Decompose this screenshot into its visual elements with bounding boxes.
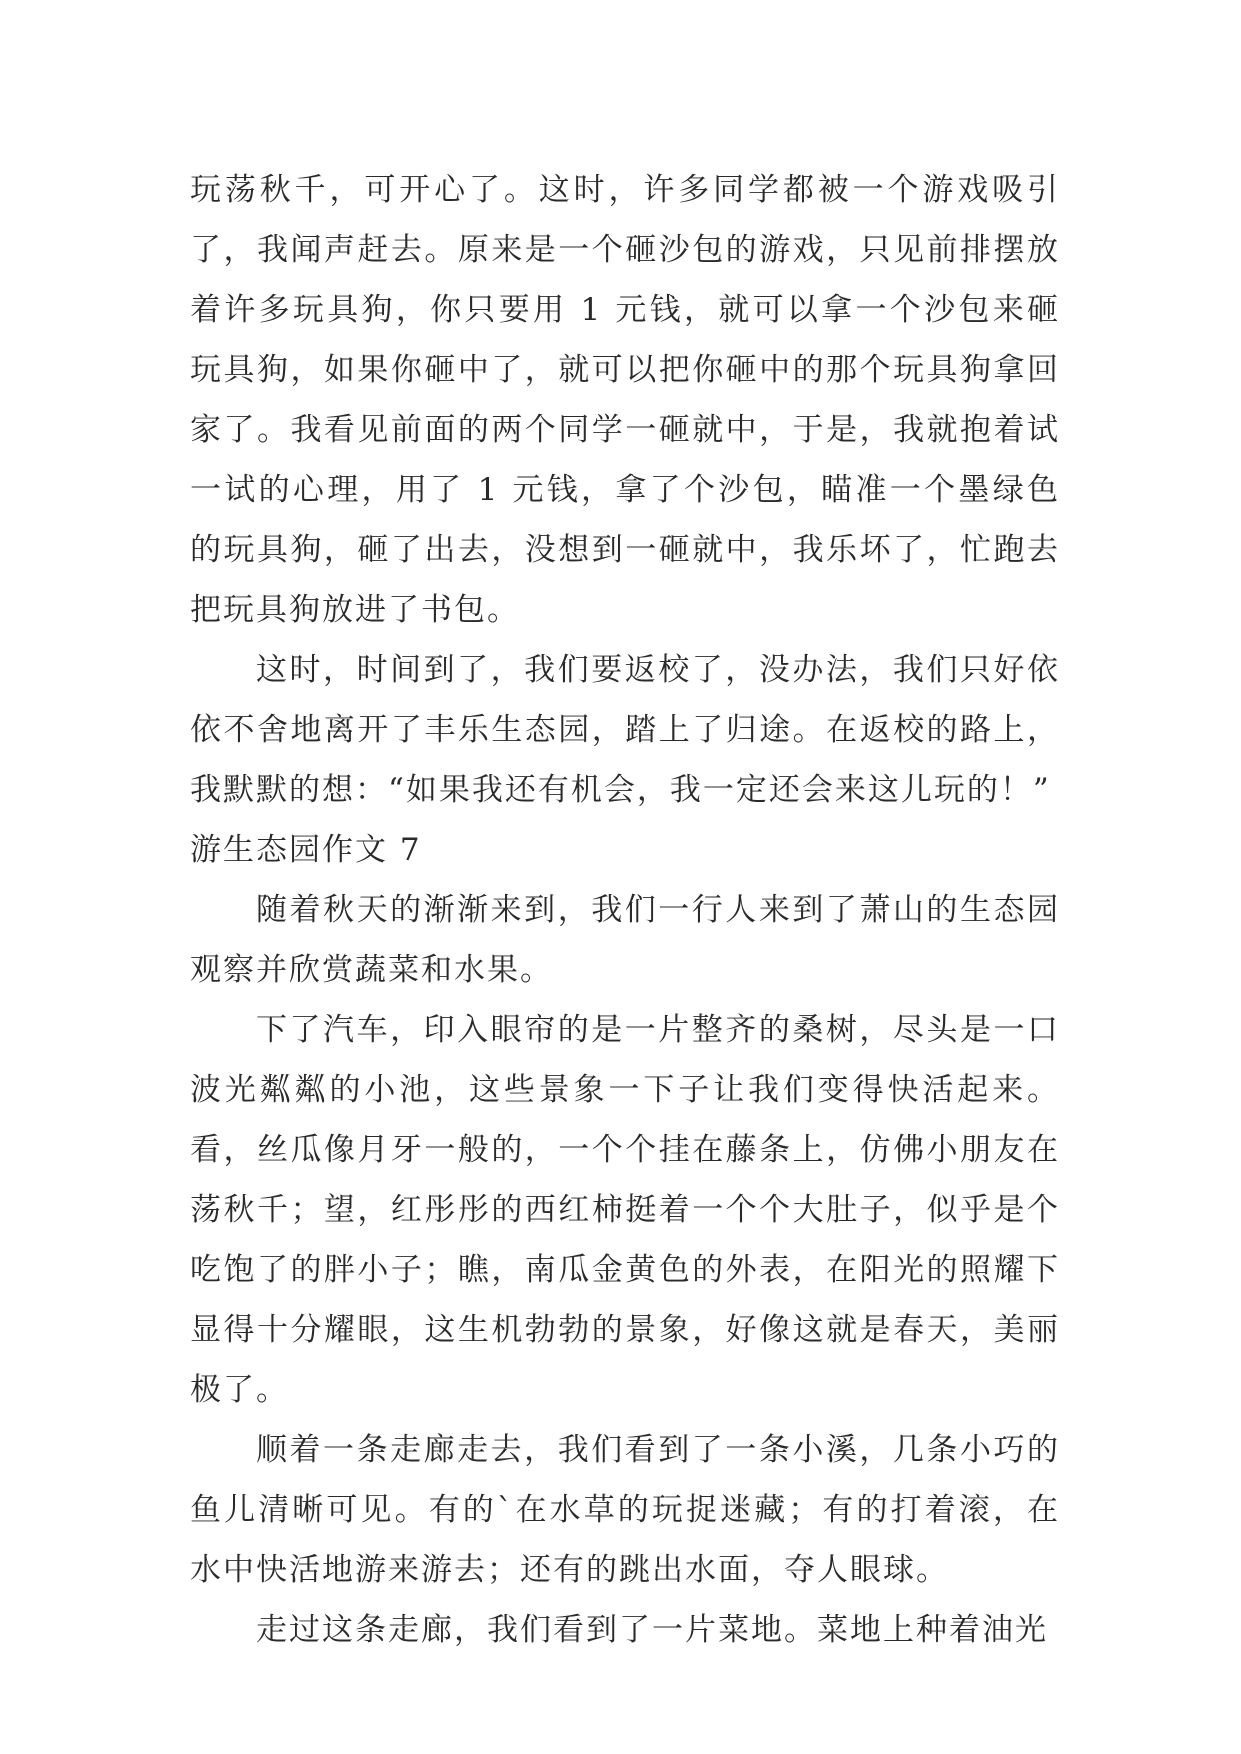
paragraph-2: 这时，时间到了，我们要返校了，没办法，我们只好依依不舍地离开了丰乐生态园，踏上了归途。在返校的路上，我默默的想：“如果我还有机会，我一定还会来这儿玩的！”	[190, 652, 1060, 808]
document-body	[190, 160, 1060, 1660]
paragraph-6: 走过这条走廊，我们看到了一片菜地。菜地上种着油光	[256, 1612, 1048, 1648]
section-heading: 游生态园作文 7	[190, 832, 422, 868]
paragraph-3: 随着秋天的渐渐来到，我们一行人来到了萧山的生态园观察并欣赏蔬菜和水果。	[190, 892, 1060, 988]
paragraph-5: 顺着一条走廊走去，我们看到了一条小溪，几条小巧的鱼儿清晰可见。有的`在水草的玩捉迷藏；有的打着滚，在水中快活地游来游去；还有的跳出水面，夺人眼球。	[190, 1432, 1060, 1588]
paragraph-4: 下了汽车，印入眼帘的是一片整齐的桑树，尽头是一口波光粼粼的小池，这些景象一下子让我们变得快活起来。看，丝瓜像月牙一般的，一个个挂在藤条上，仿佛小朋友在荡秋千；望，红彤彤的西红柿挺着一个个大肚子，似乎是个吃饱了的胖小子；瞧，南瓜金黄色的外表，在阳光的照耀下显得十分耀眼，这生机勃勃的景象，好像这就是春天，美丽极了。	[190, 1012, 1060, 1408]
paragraph-1: 玩荡秋千，可开心了。这时，许多同学都被一个游戏吸引了，我闻声赶去。原来是一个砸沙包的游戏，只见前排摆放着许多玩具狗，你只要用 1 元钱，就可以拿一个沙包来砸玩具狗，如果你砸中了，就可以把你砸中的那个玩具狗拿回家了。我看见前面的两个同学一砸就中，于是，我就抱着试一试的心理，用了 1 元钱，拿了个沙包，瞄准一个墨绿色的玩具狗，砸了出去，没想到一砸就中，我乐坏了，忙跑去把玩具狗放进了书包。	[190, 172, 1060, 628]
